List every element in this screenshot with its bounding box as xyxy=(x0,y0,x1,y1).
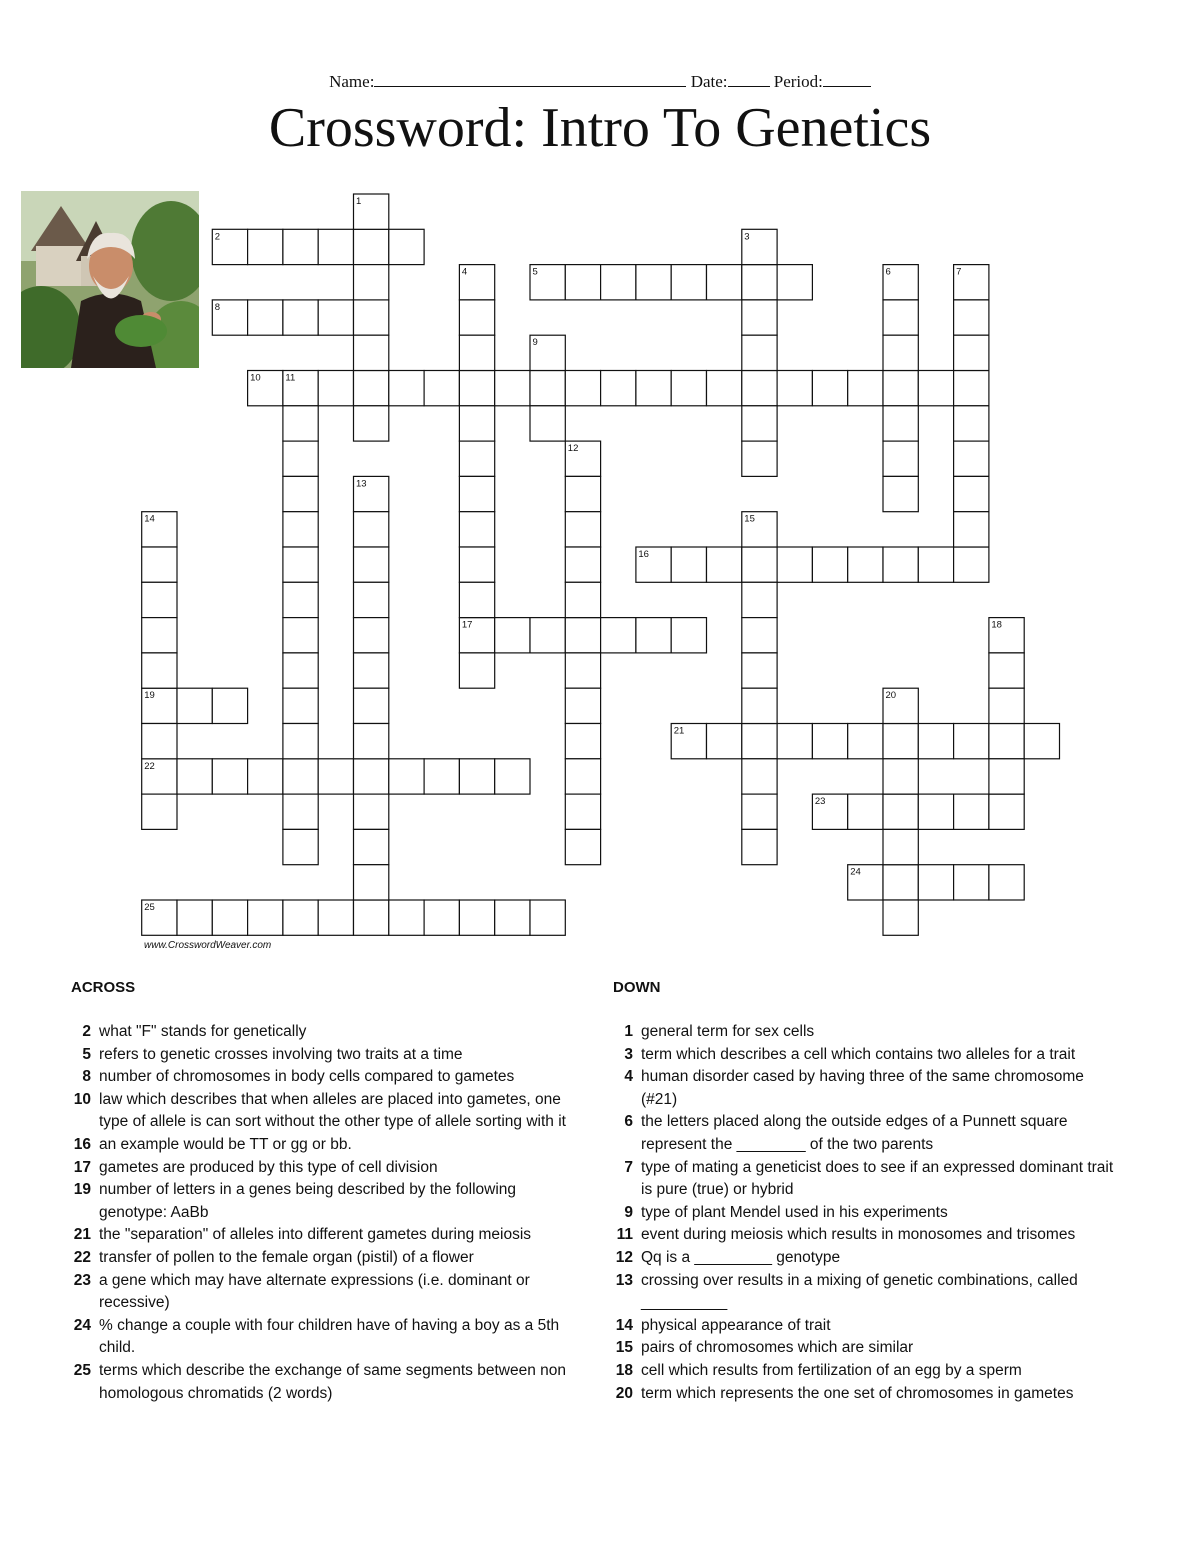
across-clue xyxy=(71,1179,581,1224)
grid-clue-number: 18 xyxy=(991,619,1002,631)
grid-cell[interactable] xyxy=(565,547,600,582)
grid-cell[interactable] xyxy=(495,618,530,653)
grid-cell[interactable] xyxy=(707,265,742,300)
date-label: Date: xyxy=(690,72,728,91)
grid-cell[interactable] xyxy=(177,759,212,794)
clue-number: 5 xyxy=(82,1045,91,1063)
grid-cell[interactable] xyxy=(812,724,847,759)
grid-cell[interactable] xyxy=(495,900,530,935)
across-clue xyxy=(71,1089,581,1134)
grid-cell[interactable] xyxy=(954,300,989,335)
grid-cell[interactable] xyxy=(954,441,989,476)
grid-cell[interactable] xyxy=(142,653,177,688)
clue-number: 19 xyxy=(73,1181,91,1199)
grid-cell[interactable] xyxy=(601,371,636,406)
grid-cell[interactable] xyxy=(954,865,989,900)
grid-clue-number: 3 xyxy=(744,231,750,243)
grid-cell[interactable] xyxy=(707,547,742,582)
clue-text: gametes are produced by this type of cell division xyxy=(99,1158,438,1176)
grid-cell[interactable] xyxy=(707,724,742,759)
clue-text: the letters placed along the outside edges of a Punnett square represent the ________ of the two parents xyxy=(641,1113,1068,1153)
grid-cell[interactable] xyxy=(283,794,318,829)
grid-cell[interactable] xyxy=(424,900,459,935)
clue-number: 16 xyxy=(73,1135,91,1153)
grid-cell[interactable] xyxy=(777,724,812,759)
clue-text: human disorder cased by having three of the same chromosome (#21) xyxy=(641,1068,1084,1108)
grid-cell[interactable] xyxy=(742,794,777,829)
grid-cell[interactable] xyxy=(883,900,918,935)
grid-cell[interactable] xyxy=(354,229,389,264)
grid-cell[interactable] xyxy=(459,441,494,476)
grid-cell[interactable] xyxy=(459,512,494,547)
clue-text: transfer of pollen to the female organ (pistil) of a flower xyxy=(99,1248,474,1266)
clue-number: 23 xyxy=(73,1271,91,1289)
grid-cell[interactable] xyxy=(354,371,389,406)
grid-cell[interactable] xyxy=(354,406,389,441)
grid-cell[interactable] xyxy=(918,724,953,759)
grid-clue-number: 24 xyxy=(850,866,861,878)
grid-clue-number: 22 xyxy=(144,760,155,772)
grid-cell[interactable] xyxy=(565,371,600,406)
grid-cell[interactable] xyxy=(989,724,1024,759)
clue-text: what "F" stands for genetically xyxy=(99,1023,307,1040)
grid-cell[interactable] xyxy=(636,618,671,653)
down-clue xyxy=(613,1202,1123,1225)
grid-cell[interactable] xyxy=(883,371,918,406)
clue-number: 13 xyxy=(615,1271,633,1289)
grid-cell[interactable] xyxy=(565,759,600,794)
grid-cell[interactable] xyxy=(142,547,177,582)
clue-number: 7 xyxy=(624,1158,633,1176)
grid-clue-number: 9 xyxy=(532,337,538,349)
grid-cell[interactable] xyxy=(283,724,318,759)
grid-clue-number: 21 xyxy=(673,725,685,737)
grid-cell[interactable] xyxy=(354,265,389,300)
grid-cell[interactable] xyxy=(742,688,777,723)
grid-cell[interactable] xyxy=(565,724,600,759)
grid-clue-number: 5 xyxy=(532,266,538,278)
grid-cell[interactable] xyxy=(354,900,389,935)
grid-cell[interactable] xyxy=(565,476,600,511)
grid-cell[interactable] xyxy=(248,300,283,335)
grid-cell[interactable] xyxy=(354,829,389,864)
grid-cell[interactable] xyxy=(142,724,177,759)
clue-number: 24 xyxy=(73,1316,91,1334)
grid-cell[interactable] xyxy=(177,688,212,723)
down-clue xyxy=(613,1383,1123,1406)
grid-cell[interactable] xyxy=(848,724,883,759)
grid-clue-number: 1 xyxy=(356,196,362,207)
across-clue xyxy=(71,1157,581,1180)
grid-cell[interactable] xyxy=(389,900,424,935)
grid-cell[interactable] xyxy=(777,371,812,406)
across-clue xyxy=(71,1044,581,1067)
grid-cell[interactable] xyxy=(918,547,953,582)
grid-cell[interactable] xyxy=(954,371,989,406)
clue-number: 22 xyxy=(73,1248,91,1266)
clue-number: 3 xyxy=(624,1045,633,1063)
clue-text: a gene which may have alternate expressions (i.e. dominant or recessive) xyxy=(99,1271,530,1312)
grid-cell[interactable] xyxy=(354,512,389,547)
across-clue xyxy=(71,1247,581,1270)
grid-cell[interactable] xyxy=(459,335,494,370)
grid-cell[interactable] xyxy=(742,618,777,653)
grid-cell[interactable] xyxy=(565,829,600,864)
grid-cell[interactable] xyxy=(742,547,777,582)
grid-cell[interactable] xyxy=(1024,724,1059,759)
down-clue xyxy=(613,1360,1123,1383)
clue-text: pairs of chromosomes which are similar xyxy=(641,1339,914,1357)
down-clue xyxy=(613,1315,1123,1338)
grid-cell[interactable] xyxy=(989,794,1024,829)
grid-cell[interactable] xyxy=(283,476,318,511)
credit-text: www.CrosswordWeaver.com xyxy=(144,940,272,951)
clue-text: cell which results from fertilization of an egg by a sperm xyxy=(641,1361,1022,1379)
clue-number: 10 xyxy=(73,1090,91,1108)
clue-text: term which represents the one set of chromosomes in gametes xyxy=(641,1384,1074,1402)
clue-text: % change a couple with four children have of having a boy as a 5th child. xyxy=(99,1316,560,1357)
grid-clue-number: 11 xyxy=(285,372,296,384)
grid-cell[interactable] xyxy=(354,335,389,370)
grid-cell[interactable] xyxy=(989,865,1024,900)
grid-cell[interactable] xyxy=(389,371,424,406)
grid-cell[interactable] xyxy=(283,688,318,723)
grid-cell[interactable] xyxy=(989,653,1024,688)
grid-cell[interactable] xyxy=(283,759,318,794)
grid-cell[interactable] xyxy=(671,547,706,582)
grid-cell[interactable] xyxy=(354,865,389,900)
grid-cell[interactable] xyxy=(954,476,989,511)
grid-cell[interactable] xyxy=(742,441,777,476)
grid-cell[interactable] xyxy=(918,794,953,829)
grid-cell[interactable] xyxy=(954,724,989,759)
grid-cell[interactable] xyxy=(283,582,318,617)
grid-clue-number: 2 xyxy=(214,231,221,243)
grid-cell[interactable] xyxy=(565,794,600,829)
page-title: Crossword: Intro To Genetics xyxy=(268,97,932,159)
across-clue xyxy=(71,1224,581,1247)
grid-cell[interactable] xyxy=(671,618,706,653)
clue-text: an example would be TT or gg or bb. xyxy=(99,1135,352,1153)
across-clue-list xyxy=(71,1021,581,1405)
grid-cell[interactable] xyxy=(354,618,389,653)
clue-number: 2 xyxy=(82,1023,91,1040)
grid-cell[interactable] xyxy=(777,265,812,300)
grid-cell[interactable] xyxy=(424,371,459,406)
grid-cell[interactable] xyxy=(283,547,318,582)
clue-text: crossing over results in a mixing of genetic combinations, called __________ xyxy=(641,1271,1078,1312)
grid-cell[interactable] xyxy=(530,900,565,935)
grid-cell[interactable] xyxy=(354,794,389,829)
grid-cell[interactable] xyxy=(283,829,318,864)
grid-cell[interactable] xyxy=(742,759,777,794)
grid-cell[interactable] xyxy=(354,653,389,688)
grid-cell[interactable] xyxy=(883,406,918,441)
grid-clue-number: 7 xyxy=(956,266,962,278)
down-clue-list xyxy=(613,1021,1123,1405)
grid-cell[interactable] xyxy=(530,406,565,441)
grid-cell[interactable] xyxy=(777,547,812,582)
grid-cell[interactable] xyxy=(954,335,989,370)
grid-clue-number: 23 xyxy=(814,796,826,808)
grid-cell[interactable] xyxy=(883,829,918,864)
clue-number: 25 xyxy=(73,1361,91,1379)
grid-cell[interactable] xyxy=(989,688,1024,723)
period-label: Period: xyxy=(773,72,823,91)
grid-clue-number: 20 xyxy=(885,690,897,702)
down-clue xyxy=(613,1044,1123,1067)
across-clue xyxy=(71,1066,581,1089)
grid-cell[interactable] xyxy=(601,265,636,300)
grid-cell[interactable] xyxy=(883,724,918,759)
grid-cell[interactable] xyxy=(354,759,389,794)
grid-cell[interactable] xyxy=(918,865,953,900)
grid-clue-number: 16 xyxy=(638,549,649,560)
clue-text: event during meiosis which results in monosomes and trisomes xyxy=(641,1226,1076,1244)
down-clue xyxy=(613,1066,1123,1111)
grid-cell[interactable] xyxy=(565,618,600,653)
down-clue xyxy=(613,1021,1123,1044)
clue-text: number of letters in a genes being described by the following genotype: AaBb xyxy=(99,1181,517,1221)
name-label: Name: xyxy=(329,72,375,91)
grid-cell[interactable] xyxy=(459,759,494,794)
clue-number: 14 xyxy=(615,1316,633,1334)
grid-cell[interactable] xyxy=(742,582,777,617)
grid-cell[interactable] xyxy=(883,794,918,829)
grid-cell[interactable] xyxy=(212,900,247,935)
across-clue xyxy=(71,1134,581,1157)
grid-cell[interactable] xyxy=(354,547,389,582)
down-clue xyxy=(613,1111,1123,1156)
grid-clue-number: 17 xyxy=(461,619,473,631)
clue-number: 6 xyxy=(624,1113,633,1131)
grid-cell[interactable] xyxy=(212,688,247,723)
grid-cell[interactable] xyxy=(954,547,989,582)
clue-text: type of mating a geneticist does to see if an expressed dominant trait is pure (true) or hybrid xyxy=(641,1158,1114,1199)
across-clue xyxy=(71,1021,581,1044)
grid-cell[interactable] xyxy=(318,900,353,935)
grid-clue-number: 25 xyxy=(144,902,155,913)
clue-text: physical appearance of trait xyxy=(641,1316,831,1334)
grid-cell[interactable] xyxy=(283,441,318,476)
grid-cell[interactable] xyxy=(671,265,706,300)
grid-cell[interactable] xyxy=(354,688,389,723)
clue-number: 11 xyxy=(616,1226,633,1244)
grid-cell[interactable] xyxy=(742,300,777,335)
grid-cell[interactable] xyxy=(318,229,353,264)
clue-number: 12 xyxy=(615,1248,633,1266)
grid-cell[interactable] xyxy=(883,335,918,370)
grid-cell[interactable] xyxy=(742,265,777,300)
clue-number: 1 xyxy=(624,1023,633,1040)
down-clue xyxy=(613,1224,1123,1247)
grid-cell[interactable] xyxy=(671,371,706,406)
grid-cell[interactable] xyxy=(989,759,1024,794)
grid-cell[interactable] xyxy=(883,476,918,511)
grid-cell[interactable] xyxy=(459,300,494,335)
grid-cell[interactable] xyxy=(459,547,494,582)
grid-cell[interactable] xyxy=(459,582,494,617)
grid-cell[interactable] xyxy=(883,759,918,794)
grid-cell[interactable] xyxy=(848,794,883,829)
down-clue xyxy=(613,1157,1123,1202)
grid-clue-number: 19 xyxy=(144,690,155,702)
grid-clue-number: 4 xyxy=(461,266,468,278)
grid-cell[interactable] xyxy=(954,512,989,547)
grid-cell[interactable] xyxy=(283,900,318,935)
grid-clue-number: 14 xyxy=(144,513,155,525)
grid-cell[interactable] xyxy=(530,618,565,653)
grid-cell[interactable] xyxy=(354,724,389,759)
grid-cell[interactable] xyxy=(389,759,424,794)
grid-clue-number: 13 xyxy=(356,478,367,490)
grid-clue-number: 8 xyxy=(214,301,221,313)
grid-cell[interactable] xyxy=(459,371,494,406)
grid-cell[interactable] xyxy=(283,406,318,441)
clue-number: 15 xyxy=(615,1339,633,1357)
across-clue xyxy=(71,1315,581,1360)
grid-cell[interactable] xyxy=(530,371,565,406)
clue-text: term which describes a cell which contains two alleles for a trait xyxy=(641,1045,1076,1063)
grid-cell[interactable] xyxy=(812,371,847,406)
grid-cell[interactable] xyxy=(142,794,177,829)
grid-cell[interactable] xyxy=(636,371,671,406)
grid-cell[interactable] xyxy=(883,865,918,900)
grid-cell[interactable] xyxy=(354,300,389,335)
clue-text: law which describes that when alleles are placed into gametes, one type of allele is can sort without the other type of allele sorting with it xyxy=(99,1090,566,1131)
across-clue xyxy=(71,1270,581,1315)
down-clue xyxy=(613,1270,1123,1315)
grid-cell[interactable] xyxy=(742,829,777,864)
clue-text: number of chromosomes in body cells compared to gametes xyxy=(99,1068,515,1086)
grid-cell[interactable] xyxy=(283,653,318,688)
grid-cell[interactable] xyxy=(283,300,318,335)
grid-cell[interactable] xyxy=(742,335,777,370)
grid-cell[interactable] xyxy=(565,265,600,300)
grid-clue-number: 12 xyxy=(567,443,579,455)
grid-cell[interactable] xyxy=(848,547,883,582)
grid-cell[interactable] xyxy=(883,441,918,476)
grid-cell[interactable] xyxy=(283,512,318,547)
grid-cell[interactable] xyxy=(742,406,777,441)
clue-number: 4 xyxy=(624,1068,633,1086)
grid-cell[interactable] xyxy=(248,229,283,264)
grid-cell[interactable] xyxy=(142,582,177,617)
grid-cell[interactable] xyxy=(954,794,989,829)
grid-cell[interactable] xyxy=(283,618,318,653)
grid-cell[interactable] xyxy=(812,547,847,582)
grid-cell[interactable] xyxy=(565,582,600,617)
grid-cell[interactable] xyxy=(459,476,494,511)
clue-number: 21 xyxy=(73,1226,91,1244)
grid-cell[interactable] xyxy=(389,229,424,264)
grid-cell[interactable] xyxy=(459,406,494,441)
grid-cell[interactable] xyxy=(636,265,671,300)
grid-cell[interactable] xyxy=(601,618,636,653)
clue-text: the "separation" of alleles into different gametes during meiosis xyxy=(99,1226,532,1244)
grid-cell[interactable] xyxy=(707,371,742,406)
grid-cell[interactable] xyxy=(954,406,989,441)
clue-number: 9 xyxy=(624,1203,633,1221)
clue-number: 18 xyxy=(615,1361,633,1379)
grid-cell[interactable] xyxy=(459,653,494,688)
grid-clue-number: 10 xyxy=(250,372,261,384)
grid-cell[interactable] xyxy=(248,759,283,794)
clue-text: refers to genetic crosses involving two traits at a time xyxy=(99,1045,463,1063)
grid-cell[interactable] xyxy=(565,688,600,723)
clue-number: 17 xyxy=(73,1158,91,1176)
across-clue xyxy=(71,1360,581,1405)
grid-cell[interactable] xyxy=(424,759,459,794)
grid-clue-number: 6 xyxy=(885,266,891,278)
down-clue xyxy=(613,1247,1123,1270)
grid-cell[interactable] xyxy=(248,900,283,935)
grid-cell[interactable] xyxy=(742,653,777,688)
clue-text: Qq is a _________ genotype xyxy=(641,1248,841,1266)
clue-text: terms which describe the exchange of same segments between non homologous chromatids (2 words) xyxy=(99,1361,566,1402)
across-heading: ACROSS xyxy=(71,979,136,996)
grid-cell[interactable] xyxy=(495,759,530,794)
grid-cell[interactable] xyxy=(318,300,353,335)
grid-cell[interactable] xyxy=(283,229,318,264)
grid-cell[interactable] xyxy=(495,371,530,406)
grid-cell[interactable] xyxy=(318,371,353,406)
grid-cell[interactable] xyxy=(354,582,389,617)
grid-cell[interactable] xyxy=(848,371,883,406)
grid-cell[interactable] xyxy=(142,618,177,653)
clue-text: type of plant Mendel used in his experiments xyxy=(641,1203,948,1221)
grid-cell[interactable] xyxy=(883,300,918,335)
grid-cell[interactable] xyxy=(459,900,494,935)
down-clue xyxy=(613,1337,1123,1360)
down-heading: DOWN xyxy=(613,979,661,996)
clue-number: 20 xyxy=(615,1384,633,1402)
grid-cell[interactable] xyxy=(177,900,212,935)
grid-cell[interactable] xyxy=(565,653,600,688)
grid-cell[interactable] xyxy=(318,759,353,794)
grid-cell[interactable] xyxy=(883,547,918,582)
grid-cell[interactable] xyxy=(918,371,953,406)
grid-clue-number: 15 xyxy=(744,513,755,525)
grid-cell[interactable] xyxy=(742,724,777,759)
grid-cell[interactable] xyxy=(742,371,777,406)
clue-number: 8 xyxy=(82,1068,91,1086)
grid-cell[interactable] xyxy=(565,512,600,547)
grid-cell[interactable] xyxy=(212,759,247,794)
clue-text: general term for sex cells xyxy=(641,1023,815,1040)
